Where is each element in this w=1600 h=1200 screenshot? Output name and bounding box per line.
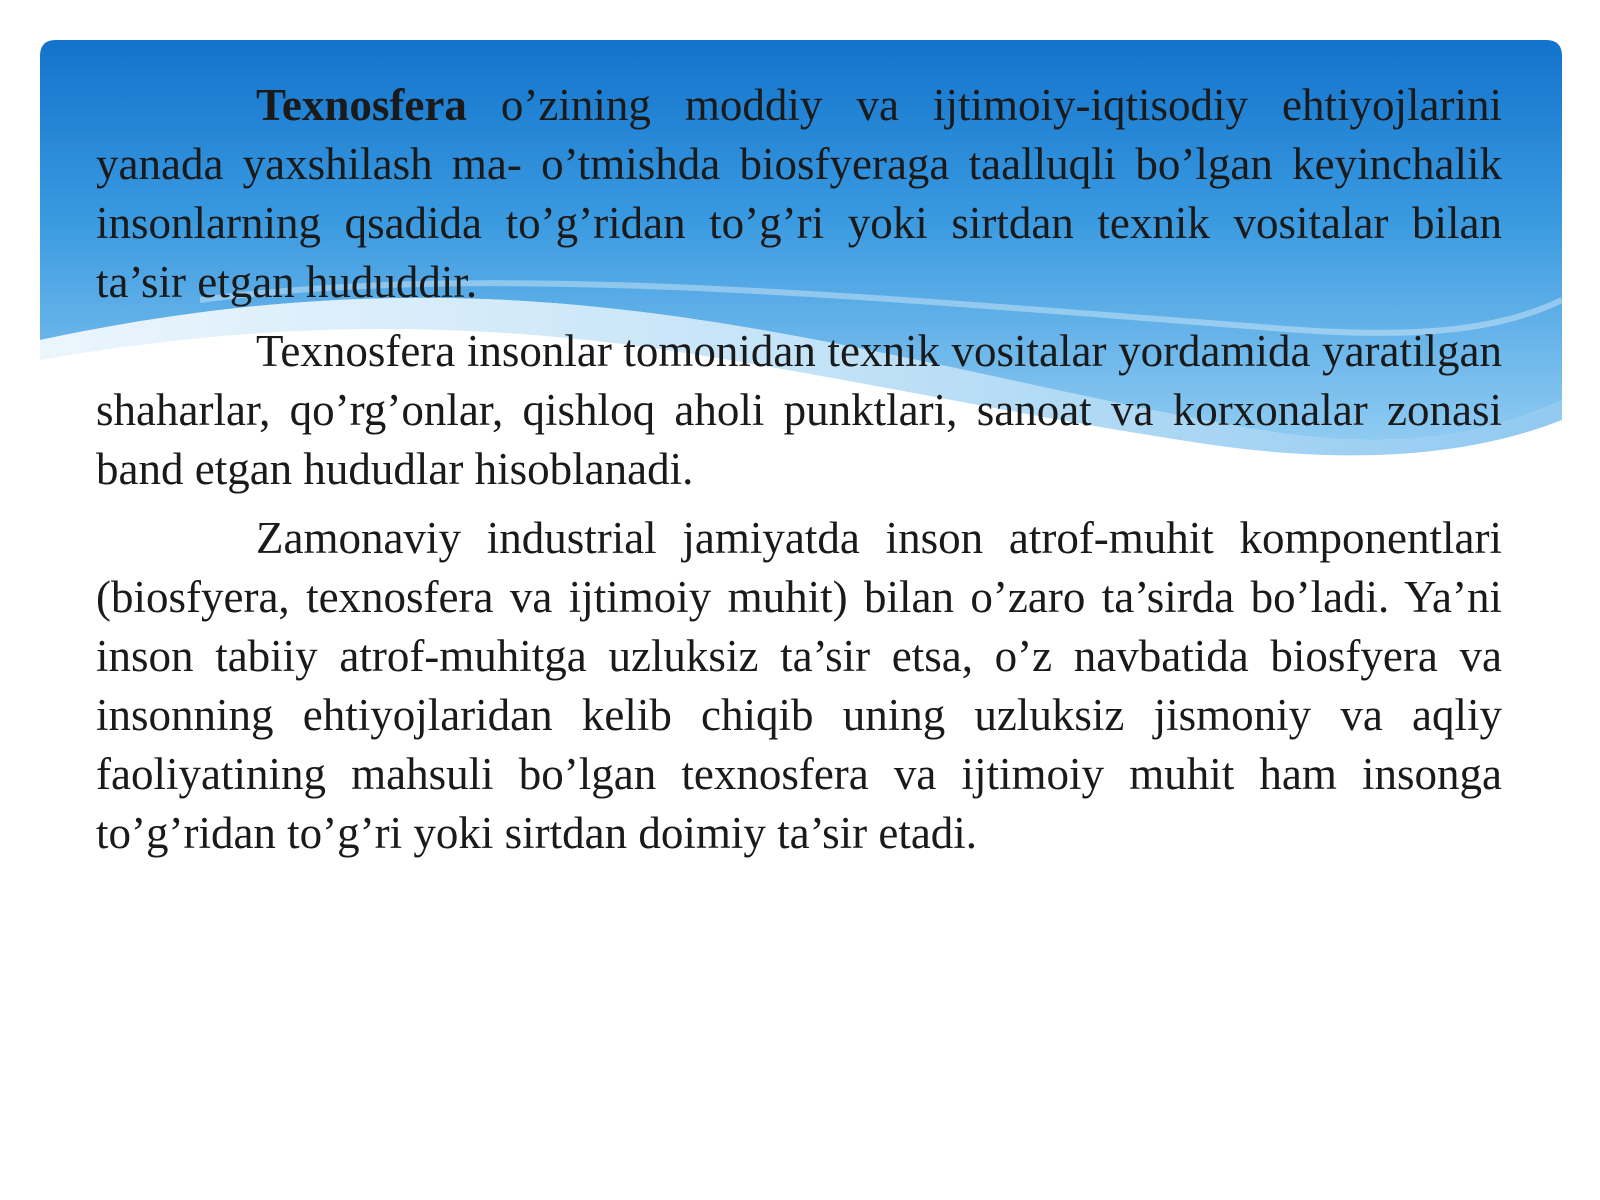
paragraph-1 [96, 76, 1502, 312]
paragraph-3-text: Zamonaviy industrial jamiyatda inson atrof-muhit komponentlari (biosfyera, texnosfera va ijtimoiy muhit) bilan o’zaro ta’sirda bo’ladi. Ya’ni inson tabiiy atrof-muhitga uzluksiz ta’sir etsa, o’z navbatida biosfyera va insonning ehtiyojlaridan kelib chiqib uning uzluksiz jismoniy va aqliy faoliyatining mahsuli bo’lgan texnosfera va ijtimoiy muhit ham insonga to’g’ridan to’g’ri yoki sirtdan doimiy ta’sir etadi. [96, 513, 1502, 858]
term-texnosfera: Texnosfera [256, 80, 467, 130]
paragraph-2 [96, 322, 1502, 499]
paragraph-2-text: Texnosfera insonlar tomonidan texnik vositalar yordamida yaratilgan shaharlar, qo’rg’onlar, qishloq aholi punktlari, sanoat va korxonalar zonasi band etgan hududlar hisoblanadi. [96, 326, 1502, 494]
paragraph-3 [96, 509, 1502, 863]
slide-body [96, 76, 1502, 863]
paragraph-1-text: o’zining moddiy va ijtimoiy-iqtisodiy ehtiyojlarini yanada yaxshilash ma- o’tmishda biosfyeraga taalluqli bo’lgan keyinchalik insonlarning qsadida to’g’ridan to’g’ri yoki sirtdan texnik vositalar bilan ta’sir etgan hududdir. [96, 80, 1502, 307]
